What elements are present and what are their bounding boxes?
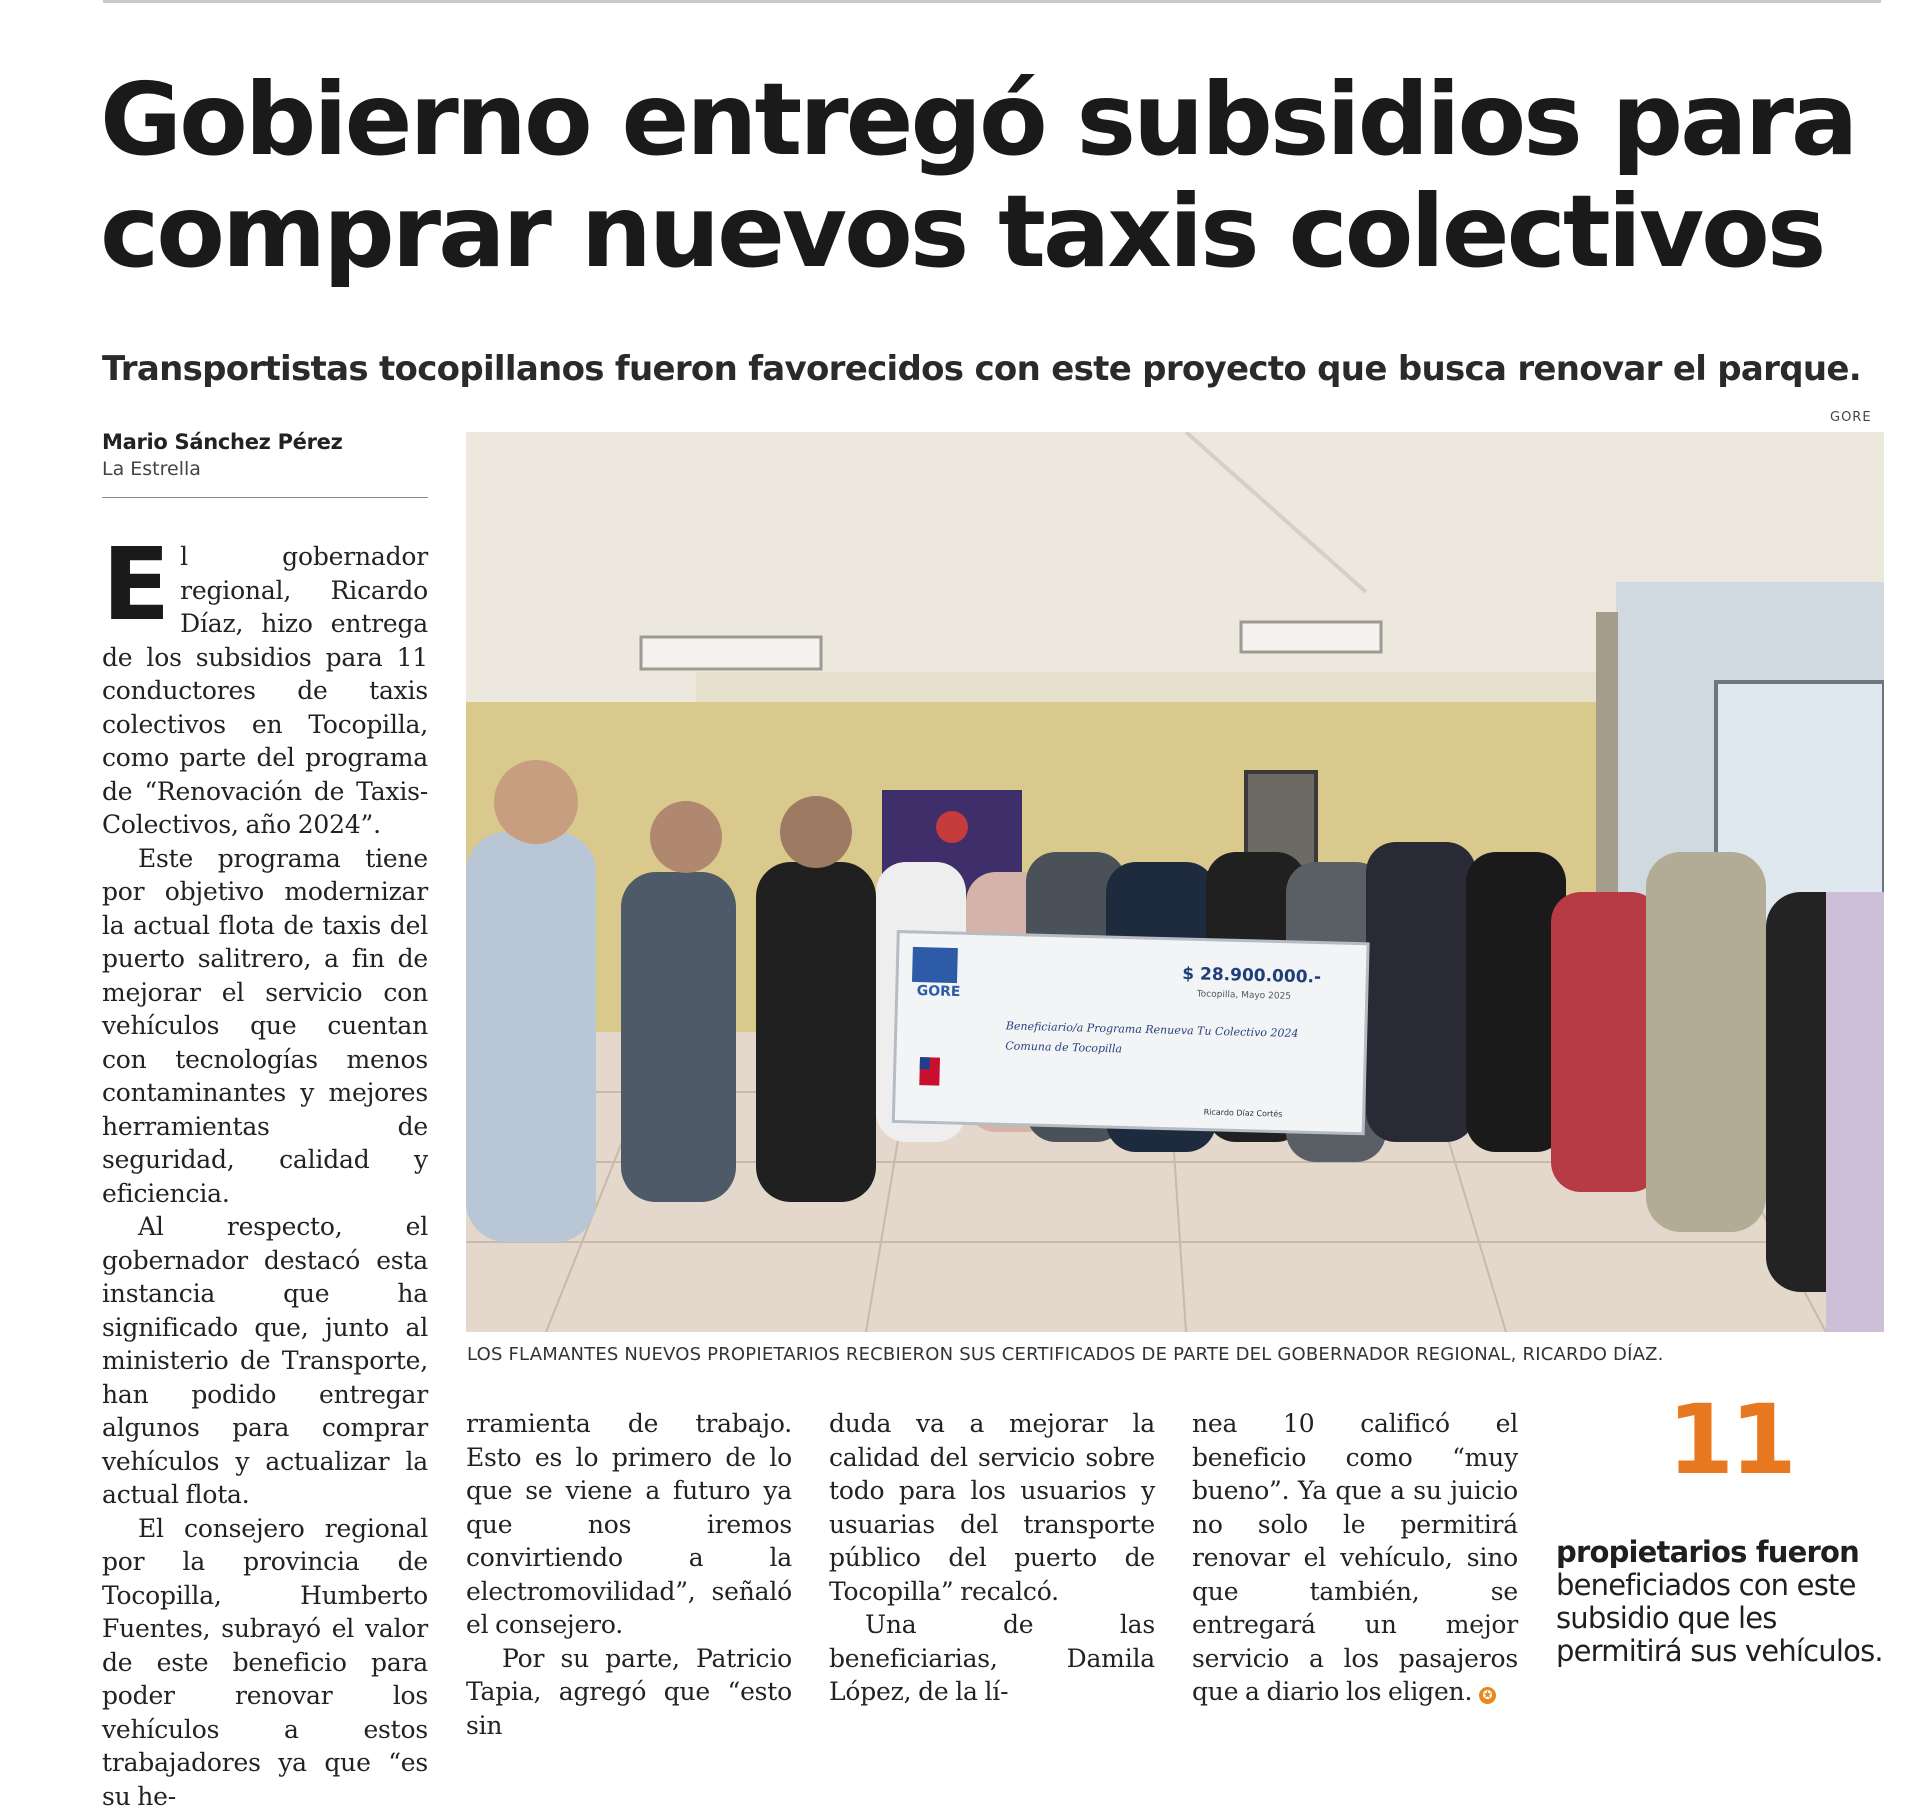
body-column-3	[829, 1407, 1155, 1709]
stat-number: 11	[1650, 1390, 1810, 1490]
byline-divider	[102, 497, 428, 498]
body-paragraph	[102, 540, 428, 842]
cheque-line-2: Comuna de Tocopilla	[1005, 1039, 1122, 1055]
body-paragraph	[1192, 1407, 1518, 1709]
headline-line-1: Gobierno entregó subsidios para	[100, 61, 1855, 178]
paragraph-text: l gobernador regional, Ricardo Díaz, hizo entrega de los subsidios para 11 conductores de taxis colectivos en Tocopilla, como parte del programa de “Renovación de Taxis-Colectivos, año 2024”.	[102, 542, 428, 839]
photo-caption: LOS FLAMANTES NUEVOS PROPIETARIOS RECBIERON SUS CERTIFICADOS DE PARTE DEL GOBERNADOR REGIONAL, RICARDO DÍAZ.	[467, 1343, 1887, 1367]
body-paragraph: El consejero regional por la provincia de Tocopilla, Humberto Fuentes, subrayó el valor de este beneficio para poder renovar los vehículos a estos trabajadores ya que “es su he-	[102, 1512, 428, 1813]
photo-credit: GORE	[1830, 410, 1872, 425]
stat-text: beneficiados con este subsidio que les permitirá sus vehículos.	[1556, 1568, 1883, 1668]
drop-cap: E	[102, 544, 170, 626]
subheadline: Transportistas tocopillanos fueron favorecidos con este proyecto que busca renovar el parque.	[102, 347, 1882, 391]
ceiling-lamp	[1241, 622, 1381, 652]
paragraph-text: nea 10 calificó el beneficio como “muy bueno”. Ya que a su juicio no solo le permitirá renovar el vehículo, sino que también, se entregará un mejor servicio a los pasajeros que a diario los eligen.	[1192, 1409, 1518, 1706]
body-paragraph: Una de las beneficiarias, Damila López, de la lí-	[829, 1608, 1155, 1709]
cheque-line-1: Beneficiario/a Programa Renueva Tu Colectivo 2024	[1005, 1019, 1299, 1040]
author-name: Mario Sánchez Pérez	[102, 428, 432, 456]
top-rule	[103, 0, 1881, 3]
headline-line-2: comprar nuevos taxis colectivos	[100, 173, 1823, 290]
cheque-date: Tocopilla, Mayo 2025	[1196, 989, 1291, 1001]
cheque-signer: Ricardo Díaz Cortés	[1204, 1107, 1283, 1119]
body-paragraph: Al respecto, el gobernador destacó esta instancia que ha significado que, junto al ministerio de Transporte, han podido entregar algunos para comprar vehículos y actualizar la actual flota.	[102, 1210, 428, 1512]
body-paragraph: Por su parte, Patricio Tapia, agregó que “esto sin	[466, 1642, 792, 1743]
cheque-brand: GORE	[917, 983, 961, 1000]
body-paragraph: duda va a mejorar la calidad del servicio sobre todo para los usuarios y usuarias del transporte público del puerto de Tocopilla” recalcó.	[829, 1407, 1155, 1608]
end-of-article-icon: ✪	[1479, 1687, 1496, 1704]
outlet-name: La Estrella	[102, 456, 432, 482]
article-photo	[466, 432, 1884, 1332]
byline	[102, 428, 432, 482]
body-column-4	[1192, 1407, 1518, 1709]
body-paragraph: Este programa tiene por objetivo modernizar la actual flota de taxis del puerto salitrero, a fin de mejorar el servicio con vehículos que cuentan con tecnologías menos contaminantes y mejores herramientas de seguridad, calidad y eficiencia.	[102, 842, 428, 1211]
stat-description	[1556, 1536, 1896, 1668]
body-paragraph: rramienta de trabajo. Esto es lo primero de lo que se viene a futuro ya que nos iremos convirtiendo a la electromovilidad”, señaló el consejero.	[466, 1407, 792, 1642]
cheque-amount: $ 28.900.000.-	[1182, 964, 1321, 988]
group-photo-illustration	[466, 432, 1884, 1332]
body-column-1	[102, 540, 428, 1813]
headline	[100, 64, 1890, 288]
ceiling-lamp	[641, 637, 821, 669]
giant-cheque	[893, 932, 1368, 1134]
stat-bold-text: propietarios fueron	[1556, 1535, 1859, 1569]
